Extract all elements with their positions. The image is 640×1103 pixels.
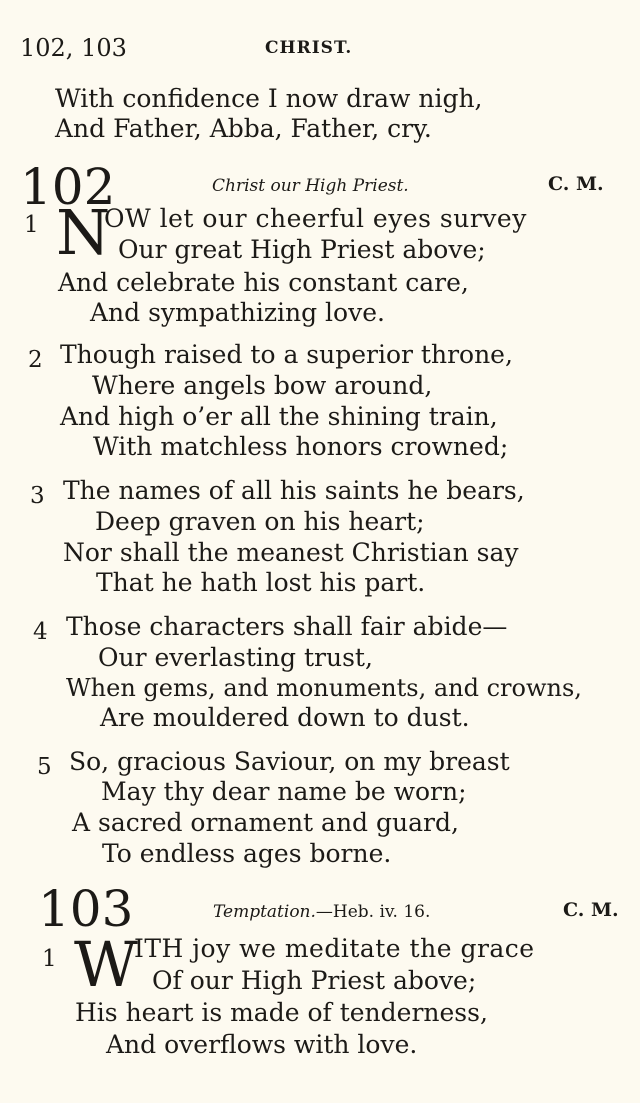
verse-line: Deep graven on his heart; (95, 507, 425, 536)
verse-line: The names of all his saints he bears, (63, 476, 525, 505)
drop-capital: W (74, 928, 138, 1001)
scripture-reference: —Heb. iv. 16. (315, 902, 431, 922)
verse-line: And sympathizing love. (90, 298, 385, 327)
running-title: CHRIST. (265, 38, 353, 58)
verse-line: Of our High Priest above; (152, 966, 477, 995)
verse-line: So, gracious Saviour, on my breast (69, 747, 510, 776)
verse-line: Are mouldered down to dust. (100, 703, 470, 732)
hymn-title: Christ our High Priest. (212, 176, 409, 196)
verse-line: And celebrate his constant care, (58, 268, 469, 297)
hymn-title (213, 902, 430, 922)
verse-line: Nor shall the meanest Christian say (63, 538, 519, 567)
stanza-number: 5 (37, 754, 52, 780)
carryover-line: And Father, Abba, Father, cry. (55, 114, 432, 143)
verse-line: Our great High Priest above; (118, 235, 486, 264)
stanza-number: 1 (42, 946, 57, 972)
stanza-number: 1 (24, 212, 39, 238)
verse-line: That he hath lost his part. (96, 568, 426, 597)
verse-line: OW let our cheerful eyes survey (104, 204, 527, 233)
verse-line: Though raised to a superior throne, (60, 340, 513, 369)
verse-line: And overflows with love. (106, 1030, 418, 1059)
hymn-number: 102 (20, 158, 116, 216)
verse-line: And high o’er all the shining train, (60, 402, 498, 431)
page-number: 102, 103 (20, 34, 127, 62)
hymn-meter: C. M. (548, 173, 604, 195)
stanza-number: 3 (30, 483, 45, 509)
verse-line: A sacred ornament and guard, (72, 808, 459, 837)
verse-line: May thy dear name be worn; (101, 777, 467, 806)
verse-line: Our everlasting trust, (98, 643, 373, 672)
hymn-meter: C. M. (563, 899, 619, 921)
drop-capital: N (56, 196, 111, 269)
verse-line: When gems, and monuments, and crowns, (66, 674, 582, 702)
verse-line: Those characters shall fair abide— (66, 612, 508, 641)
verse-line: ITH joy we meditate the grace (134, 934, 535, 963)
stanza-number: 2 (28, 347, 43, 373)
hymn-number: 103 (38, 880, 134, 938)
verse-line: His heart is made of tenderness, (75, 998, 488, 1027)
verse-line: To endless ages borne. (102, 839, 392, 868)
carryover-line: With confidence I now draw nigh, (55, 84, 483, 113)
stanza-number: 4 (33, 619, 48, 645)
verse-line: With matchless honors crowned; (93, 432, 509, 461)
verse-line: Where angels bow around, (92, 371, 433, 400)
hymn-title-text: Temptation. (213, 902, 316, 922)
